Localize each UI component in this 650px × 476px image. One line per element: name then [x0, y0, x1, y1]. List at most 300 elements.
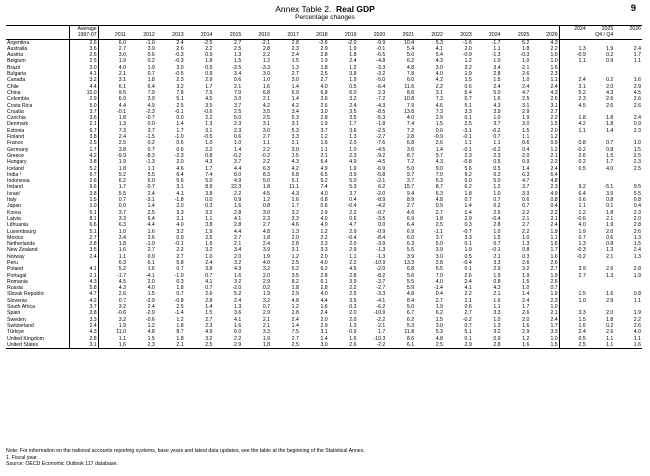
q4-value-cell: -0.2 [559, 254, 587, 260]
value-cell: 1.6 [550, 241, 558, 248]
q4-value-cell: -0.6 [559, 216, 587, 222]
value-cell: 1.7 [349, 121, 357, 128]
value-cell: -2.9 [145, 297, 155, 304]
value-cell: 2.8 [320, 285, 328, 292]
value-cell: 2.8 [291, 310, 299, 317]
value-cell: -0.1 [376, 45, 386, 52]
q4-value-cell: 1.9 [559, 229, 587, 235]
value-cell: 2.4 [147, 190, 155, 197]
value-cell: 6.3 [98, 260, 127, 266]
average-cell: 3.7 [70, 109, 99, 115]
value-cell: 2.5 [234, 108, 242, 115]
q4-value-cell: 0.7 [606, 140, 614, 147]
value-cell: 1.3 [98, 121, 127, 127]
year-header-blank [271, 26, 300, 33]
value-cell: 2.9 [213, 342, 242, 349]
value-cell: 5.4 [464, 89, 472, 96]
value-cell: 3.0 [320, 108, 328, 115]
value-cell: 0.7 [147, 146, 155, 153]
value-cell: 0.7 [464, 96, 472, 103]
q4-value-cell: 1.7 [633, 52, 641, 59]
value-cell: 3.7 [234, 159, 242, 166]
q4-value-cell: 2.8 [633, 222, 641, 229]
value-cell: 2.1 [156, 342, 185, 349]
value-cell: 2.8 [320, 272, 328, 279]
value-cell: 0.0 [176, 115, 184, 122]
value-cell: 6.4 [550, 171, 558, 178]
q4-value-cell: 1.5 [633, 241, 641, 248]
value-cell: 3.2 [176, 83, 184, 90]
average-cell: 2.9 [70, 96, 99, 102]
value-cell: 3.1 [98, 77, 127, 83]
value-cell: 1.6 [147, 266, 155, 273]
value-cell: -0.2 [491, 127, 501, 134]
value-cell: 0.3 [522, 253, 530, 260]
value-cell: 2.0 [550, 127, 558, 134]
value-cell: 4.4 [320, 297, 328, 304]
value-cell: -1.4 [434, 285, 443, 292]
value-cell: 4.0 [176, 222, 184, 229]
value-cell: 0.6 [176, 140, 184, 147]
value-cell: 2.1 [262, 322, 271, 329]
value-cell: 0.6 [147, 52, 155, 59]
value-cell: 3.5 [349, 108, 357, 115]
value-cell: 3.7 [435, 234, 443, 241]
value-cell: 2.2 [522, 209, 530, 216]
value-cell: 5.2 [320, 178, 328, 185]
q4-value-cell: 0.4 [633, 203, 641, 210]
value-cell: 8.0 [234, 171, 242, 178]
value-cell: 4.0 [320, 259, 328, 266]
q4-value-cell: 1.9 [606, 45, 614, 52]
table-body [6, 39, 642, 349]
value-cell: 2.3 [205, 322, 213, 329]
value-cell: 1.3 [349, 134, 357, 141]
q4-value-cell: 2.3 [633, 127, 641, 134]
q4-value-cell: 1.1 [606, 335, 614, 342]
value-cell: 2.4 [147, 304, 155, 311]
value-cell: 2.5 [185, 342, 214, 349]
q4-value-cell: 2.6 [559, 153, 587, 159]
q4-value-cell: 2.9 [606, 297, 614, 304]
average-cell: 2.1 [70, 273, 99, 279]
value-cell: 6.0 [98, 39, 127, 46]
value-cell: 11.6 [404, 83, 415, 90]
value-cell: 2.0 [349, 316, 357, 323]
value-cell: 6.1 [147, 259, 155, 266]
value-cell: 6.9 [98, 96, 127, 102]
value-cell: 2.8 [291, 241, 299, 248]
value-cell: 1.0 [522, 58, 530, 65]
value-cell: 4.4 [234, 165, 242, 172]
country-name-cell: Australia [7, 45, 28, 52]
value-cell: -0.1 [174, 241, 184, 248]
value-cell: 4.8 [550, 178, 558, 185]
year-header-blank [358, 26, 387, 33]
value-cell: -0.8 [174, 297, 184, 304]
country-name-cell: Ireland [7, 184, 23, 191]
value-cell: 4.3 [234, 266, 242, 273]
value-cell: 2.5 [176, 102, 184, 109]
value-cell: 4.3 [291, 159, 299, 166]
value-cell: -1.7 [98, 273, 127, 279]
country-name-cell: United Kingdom [7, 335, 44, 342]
value-cell: 2.5 [464, 121, 472, 128]
value-cell: 1.6 [493, 297, 501, 304]
value-cell: 6.1 [98, 84, 127, 90]
value-cell: -3.3 [261, 64, 271, 71]
year-header-blank [444, 26, 473, 33]
country-name-cell: Slovenia [7, 297, 27, 304]
average-cell: 2.6 [70, 39, 99, 46]
value-cell: 5.6 [406, 272, 415, 279]
value-cell: 1.4 [205, 304, 213, 311]
value-cell: 8.6 [406, 335, 415, 342]
value-cell: 1.2 [320, 134, 328, 141]
country-name-cell: South Africa [7, 304, 35, 311]
value-cell: 1.0 [550, 335, 558, 342]
value-cell: 1.2 [262, 58, 271, 65]
value-cell: 1.0 [493, 316, 501, 323]
value-cell: 4.5 [262, 190, 271, 197]
average-cell: 4.3 [70, 279, 99, 285]
value-cell: 4.5 [205, 96, 213, 103]
value-cell: 5.0 [464, 178, 472, 185]
value-cell: 5.1 [464, 329, 472, 336]
value-cell: 7.0 [435, 272, 443, 279]
value-cell: 1.9 [435, 304, 443, 311]
value-cell: 0.4 [522, 146, 530, 153]
value-cell: 4.0 [435, 278, 443, 285]
q4-value-cell: 1.5 [633, 146, 641, 153]
value-cell: -10.9 [373, 259, 386, 266]
value-cell: 2.1 [98, 71, 127, 77]
value-cell: 0.1 [464, 335, 472, 342]
value-cell: -2.0 [232, 285, 242, 292]
q4-value-cell: 3.9 [559, 266, 587, 272]
value-cell: 2.9 [349, 228, 357, 235]
q4-value-cell: 1.1 [633, 58, 641, 65]
value-cell: 2.2 [435, 83, 443, 90]
value-cell: 2.2 [262, 159, 271, 166]
value-cell: 5.4 [406, 45, 415, 52]
value-cell: 1.8 [242, 342, 271, 349]
value-cell: 1.9 [464, 247, 472, 254]
value-cell: 1.3 [234, 52, 242, 59]
value-cell: 5.0 [406, 304, 415, 311]
value-cell: 0.7 [98, 298, 127, 304]
value-cell: -4.3 [376, 102, 386, 109]
country-name-cell: Colombia [7, 96, 29, 103]
value-cell: 3.2 [98, 304, 127, 310]
value-cell: -0.5 [174, 71, 184, 78]
year-header-blank [127, 26, 156, 33]
value-cell: -2.5 [376, 127, 386, 134]
value-cell: -0.1 [462, 146, 472, 153]
value-cell: 4.6 [435, 102, 443, 109]
value-cell: 7.4 [205, 171, 213, 178]
value-cell: -2.0 [376, 266, 386, 273]
value-cell: -0.6 [145, 316, 155, 323]
value-cell: -0.2 [462, 316, 472, 323]
value-cell: 2.5 [349, 291, 357, 298]
q4-value-cell: 3.1 [559, 84, 587, 90]
value-cell: 1.6 [147, 228, 155, 235]
average-cell: 8.1 [70, 216, 99, 222]
value-cell: -4.5 [376, 146, 386, 153]
country-name-cell: Slovak Republic [7, 291, 45, 298]
value-cell: 2.1 [176, 215, 184, 222]
value-cell: 3.6 [406, 146, 415, 153]
value-cell: 3.3 [493, 259, 501, 266]
value-cell: 2.1 [550, 310, 558, 317]
value-cell: 1.8 [98, 115, 127, 121]
value-cell: 2.3 [262, 215, 271, 222]
value-cell: 1.4 [291, 83, 299, 90]
table-title [0, 4, 650, 14]
value-cell: -0.7 [462, 228, 472, 235]
value-cell: -2.6 [318, 39, 328, 46]
value-cell: 2.7 [205, 316, 213, 323]
value-cell: 3.0 [176, 64, 184, 71]
value-cell: 3.3 [98, 216, 127, 222]
q4-value-cell: 3.5 [606, 190, 614, 197]
value-cell: 2.2 [550, 209, 558, 216]
value-cell: 2.7 [435, 297, 443, 304]
value-cell: 3.0 [98, 52, 127, 58]
value-cell: 5.0 [262, 178, 271, 185]
country-name-cell: Brazil [7, 64, 20, 71]
value-cell: 0.8 [522, 247, 530, 254]
value-cell: 1.3 [291, 64, 299, 71]
value-cell: -5.3 [376, 115, 386, 122]
value-cell: 8.9 [406, 197, 415, 204]
value-cell: -3.1 [462, 127, 472, 134]
value-cell: 1.9 [349, 77, 357, 84]
value-cell: 2.5 [205, 234, 213, 241]
q4-value-cell: 1.5 [606, 152, 614, 159]
value-cell: 5.5 [406, 278, 415, 285]
value-cell: 1.8 [522, 45, 530, 52]
value-cell: 3.2 [234, 278, 242, 285]
value-cell: 1.4 [464, 209, 472, 216]
value-cell: 1.2 [493, 184, 501, 191]
q4-value-cell: 1.0 [633, 140, 641, 147]
country-name-cell: Italy [7, 197, 17, 204]
country-name-cell: Canada [7, 77, 26, 84]
value-cell: -0.3 [174, 52, 184, 59]
value-cell: 3.7 [349, 190, 357, 197]
value-cell: 7.2 [406, 159, 415, 166]
q4-value-cell: 2.4 [633, 45, 641, 52]
value-cell: 0.9 [493, 335, 501, 342]
value-cell: 1.6 [320, 140, 328, 147]
value-cell: 2.4 [234, 297, 242, 304]
value-cell: 6.5 [320, 171, 328, 178]
value-cell: -2.1 [261, 39, 271, 46]
value-cell: -2.5 [203, 39, 213, 46]
value-cell: 2.6 [522, 259, 530, 266]
value-cell: 5.2 [98, 172, 127, 178]
value-cell: 5.6 [464, 165, 472, 172]
value-cell: -2.9 [145, 310, 155, 317]
value-cell: 1.1 [262, 140, 271, 147]
header-row [6, 26, 642, 33]
average-cell: 3.5 [70, 247, 99, 253]
value-cell: 2.6 [550, 278, 558, 285]
value-cell: -1.3 [376, 247, 386, 254]
value-cell: -0.2 [261, 152, 271, 159]
value-cell: 1.4 [234, 146, 242, 153]
value-cell: 3.7 [320, 127, 328, 134]
year-header: 2024 [473, 32, 502, 39]
value-cell: 1.5 [464, 77, 472, 84]
q4-value-cell: 2.5 [559, 342, 587, 349]
value-cell: 1.3 [522, 241, 530, 248]
value-cell: 3.3 [262, 329, 271, 336]
value-cell: 1.2 [349, 64, 357, 71]
value-cell: -1.6 [462, 39, 472, 46]
value-cell: 2.3 [291, 45, 299, 52]
average-cell: 6.7 [70, 172, 99, 178]
value-cell: 5.8 [176, 259, 184, 266]
country-name-cell: Argentina [7, 39, 30, 46]
value-cell: 2.2 [234, 190, 242, 197]
year-header: 2019 [329, 32, 358, 39]
average-cell: 3.1 [70, 342, 99, 349]
value-cell: 4.2 [291, 102, 299, 109]
q4-value-cell: 9.5 [633, 184, 641, 191]
value-cell: 9.4 [406, 190, 415, 197]
value-cell: 4.6 [406, 209, 415, 216]
value-cell: -8.5 [376, 108, 386, 115]
value-cell: 6.9 [406, 215, 415, 222]
value-cell: 2.4 [550, 316, 558, 323]
value-cell: 3.0 [262, 71, 271, 78]
q4-value-cell: 1.3 [633, 234, 641, 241]
value-cell: 6.7 [406, 310, 415, 317]
value-cell: 4.7 [522, 178, 530, 185]
value-cell: 3.0 [435, 253, 443, 260]
q4-value-cell: -0.9 [559, 52, 587, 58]
value-cell: 5.4 [320, 159, 328, 166]
average-cell: 2.6 [70, 178, 99, 184]
value-cell: 1.8 [176, 335, 184, 342]
q4-value-cell: 2.0 [633, 215, 641, 222]
country-name-cell: Mexico [7, 234, 24, 241]
value-cell: 4.1 [234, 215, 242, 222]
value-cell: 2.8 [493, 222, 501, 229]
value-cell: 0.6 [464, 83, 472, 90]
q4-value-cell: 2.5 [633, 152, 641, 159]
value-cell: 1.9 [320, 58, 328, 65]
q4-value-cell [614, 39, 642, 46]
value-cell: 5.2 [98, 266, 127, 272]
value-cell: 3.9 [262, 247, 271, 254]
value-cell: 8.2 [291, 278, 299, 285]
value-cell: 0.6 [522, 197, 530, 204]
value-cell: 2.8 [320, 115, 328, 122]
q4-value-cell: 0.8 [633, 197, 641, 204]
value-cell: 1.9 [262, 291, 271, 298]
value-cell: 4.8 [435, 335, 443, 342]
value-cell: 1.1 [205, 215, 213, 222]
value-cell: 5.0 [493, 178, 501, 185]
value-cell: -0.4 [491, 215, 501, 222]
value-cell: 3.0 [291, 77, 299, 84]
value-cell: 3.9 [349, 278, 357, 285]
average-cell: 4.1 [70, 266, 99, 272]
year-header-blank [156, 26, 185, 33]
value-cell: 1.6 [98, 247, 127, 253]
value-cell: 0.6 [320, 203, 328, 210]
year-header: 2023 [444, 32, 473, 39]
value-cell: 9.0 [435, 165, 443, 172]
value-cell: -8.3 [145, 152, 155, 159]
country-name-cell: Russia [7, 285, 23, 292]
value-cell: 2.7 [176, 253, 184, 260]
q4-value-cell: 0.5 [559, 336, 587, 342]
value-cell: 13.3 [404, 259, 415, 266]
q4-value-cell: 0.8 [606, 241, 614, 248]
value-cell: 3.2 [349, 96, 357, 103]
value-cell: 0.9 [522, 159, 530, 166]
q4-value-cell: 6.4 [559, 191, 587, 197]
value-cell: 3.4 [98, 235, 127, 241]
value-cell: -0.3 [520, 52, 530, 59]
q4-value-cell: 3.3 [559, 310, 587, 316]
value-cell: 4.8 [435, 197, 443, 204]
value-cell: -3.2 [376, 71, 386, 78]
value-cell: -0.1 [98, 109, 127, 115]
value-cell: 7.5 [291, 329, 299, 336]
value-cell: 1.9 [550, 228, 558, 235]
country-name-cell: Greece [7, 152, 25, 159]
value-cell: 4.1 [205, 278, 213, 285]
value-cell: 0.3 [205, 203, 213, 210]
value-cell: 0.7 [464, 197, 472, 204]
value-cell: 0.4 [550, 203, 558, 210]
value-cell: -0.6 [203, 108, 213, 115]
value-cell: 4.7 [522, 89, 530, 96]
value-cell: 1.5 [234, 58, 242, 65]
value-cell: 5.5 [147, 171, 155, 178]
value-cell: 4.1 [435, 45, 443, 52]
value-cell: 2.0 [176, 159, 184, 166]
value-cell: 2.6 [205, 291, 213, 298]
value-cell: 1.2 [522, 335, 530, 342]
value-cell: 4.3 [205, 159, 213, 166]
value-cell: -1.0 [145, 241, 155, 248]
value-cell: 4.9 [320, 165, 328, 172]
value-cell: -8.2 [376, 272, 386, 279]
value-cell: 6.8 [406, 140, 415, 147]
value-cell: 2.4 [320, 310, 328, 317]
value-cell: 2.3 [493, 152, 501, 159]
q4-value-cell: 1.1 [587, 342, 615, 349]
country-name-cell: Chile [7, 83, 19, 90]
value-cell: 1.5 [291, 152, 299, 159]
q4-value-cell: 1.3 [633, 253, 641, 260]
q4-value-cell: 2.1 [606, 215, 614, 222]
value-cell: 2.9 [464, 215, 472, 222]
value-cell: 3.2 [464, 64, 472, 71]
value-cell: 1.7 [550, 322, 558, 329]
value-cell: 2.5 [147, 209, 155, 216]
value-cell: 1.8 [98, 166, 127, 172]
value-cell: -0.2 [232, 152, 242, 159]
value-cell: 6.1 [386, 342, 415, 349]
